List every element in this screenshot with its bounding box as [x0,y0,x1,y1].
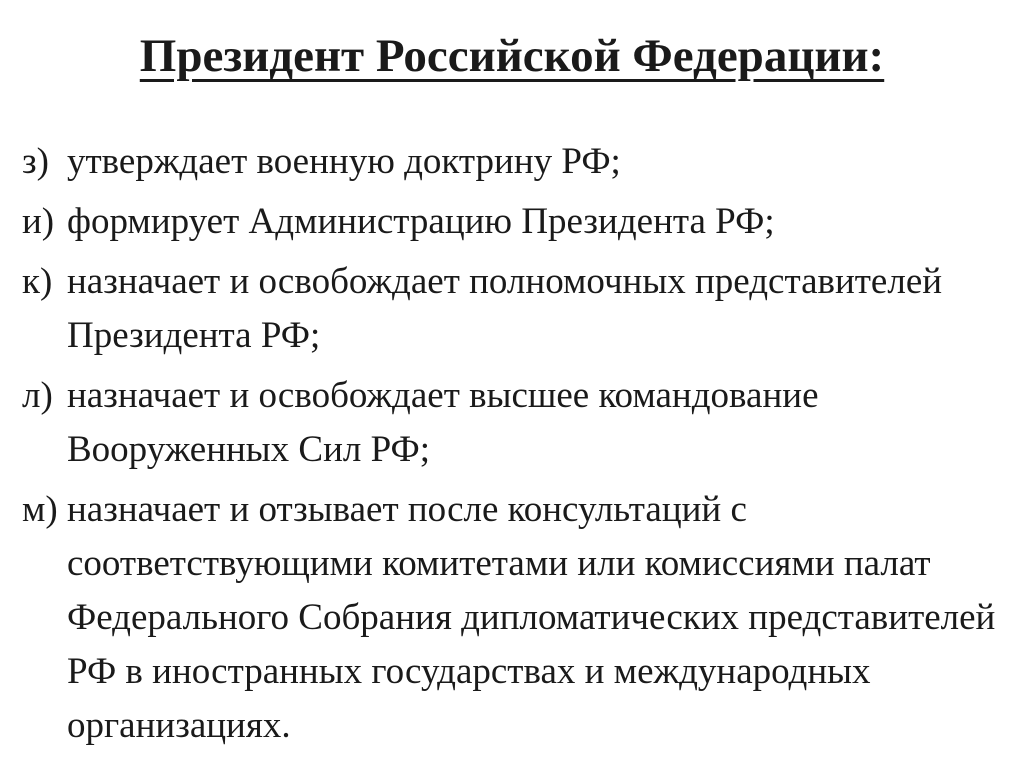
slide-title-text: Президент Российской Федерации: [139,30,885,82]
list-item-text: формирует Администрацию Президента РФ; [67,201,775,242]
list-item-marker: к) [22,261,53,302]
powers-list [22,135,1012,759]
list-item-marker: и) [22,201,55,242]
list-item-marker: л) [22,375,53,416]
list-item-l [22,369,1012,477]
list-item-text: назначает и отзывает после консультаций с соответствующими комитетами или комиссиями палат Федерального Собрания дипломатических представителей РФ в иностранных государствах и международных организациях. [67,489,996,746]
list-item-k [22,255,1012,363]
list-item-marker: м) [22,489,58,530]
list-item-text: утверждает военную доктрину РФ; [67,141,621,182]
slide-title [0,28,1024,84]
list-item-z [22,135,1012,189]
list-item-text: назначает и освобождает высшее командование Вооруженных Сил РФ; [67,375,819,470]
list-item-text: назначает и освобождает полномочных представителей Президента РФ; [67,261,943,356]
list-item-i [22,195,1012,249]
list-item-marker: з) [22,141,49,182]
list-item-m [22,483,1012,753]
